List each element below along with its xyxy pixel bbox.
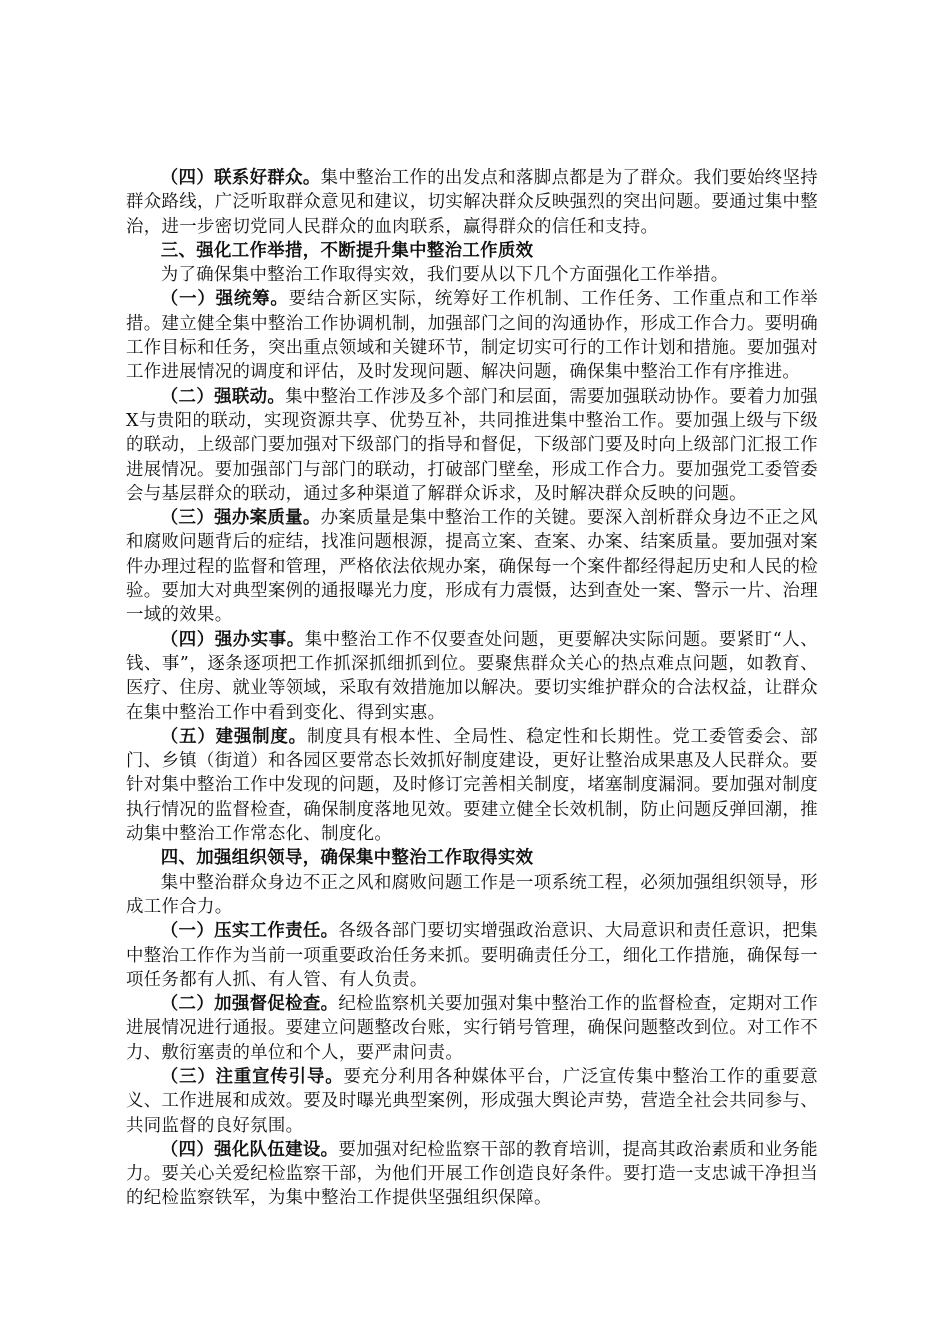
paragraph-supervision: [126, 992, 818, 1065]
paragraph-lead: （三）注重宣传引导。: [160, 1066, 344, 1087]
paragraph-text: 纪检监察机关要加强对集中整治工作的监督检查，定期对工作进展情况进行通报。要建立问题整改台账，实行销号管理，确保问题整改到位。对工作不力、敷衍塞责的单位和个人，要严肃问责。: [126, 994, 818, 1063]
paragraph-linkage: [126, 385, 818, 506]
paragraph-lead: （一）压实工作责任。: [160, 921, 339, 942]
section-heading-3: 三、强化工作举措，不断提升集中整治工作质效: [160, 240, 534, 261]
paragraph-text: 为了确保集中整治工作取得实效，我们要从以下几个方面强化工作举措。: [160, 265, 729, 286]
paragraph-text: 制度具有根本性、全局性、稳定性和长期性。党工委管委会、部门、乡镇（街道）和各园区要常态长效抓好制度建设，更好让整治成果惠及人民群众。要针对集中整治工作中发现的问题，及时修订完善相关制度，堵塞制度漏洞。要加强对制度执行情况的监督检查，确保制度落地见效。要建立健全长效机制，防止问题反弹回潮，推动集中整治工作常态化、制度化。: [126, 726, 818, 845]
paragraph-lead: （一）强统筹。: [160, 289, 289, 310]
paragraph-contact-masses: [126, 166, 818, 239]
paragraph-lead: （四）强化队伍建设。: [160, 1139, 339, 1160]
paragraph-text: 集中整治群众身边不正之风和腐败问题工作是一项系统工程，必须加强组织领导，形成工作合力。: [126, 872, 818, 917]
paragraph-text: 集中整治工作不仅要查处问题，更要解决实际问题。要紧盯“人、钱、事”，逐条逐项把工作抓深抓细抓到位。要聚焦群众关心的热点难点问题，如教育、医疗、住房、就业等领域，采取有效措施加以解决。要切实维护群众的合法权益，让群众在集中整治工作中看到变化、得到实惠。: [126, 629, 818, 723]
paragraph-intro-3: [126, 263, 818, 287]
paragraph-case-quality: [126, 506, 818, 627]
paragraph-lead: （四）强办实事。: [160, 629, 305, 650]
paragraph-text: 集中整治工作的出发点和落脚点都是为了群众。我们要始终坚持群众路线，广泛听取群众意见和建议，切实解决群众反映强烈的突出问题。要通过集中整治，进一步密切党同人民群众的血肉联系，赢得群众的信任和支持。: [126, 168, 818, 237]
paragraph-lead: （三）强办案质量。: [160, 508, 321, 529]
paragraph-lead: （二）强联动。: [160, 386, 286, 407]
paragraph-text: 要结合新区实际，统筹好工作机制、工作任务、工作重点和工作举措。建立健全集中整治工作协调机制，加强部门之间的沟通协作，形成工作合力。要明确工作目标和任务，突出重点领域和关键环节，制定切实可行的工作计划和措施。要加强对工作进展情况的调度和评估，及时发现问题、解决问题，确保集中整治工作有序推进。: [126, 289, 819, 383]
paragraph-lead: （四）联系好群众。: [160, 168, 321, 188]
paragraph-text: 要充分利用各种媒体平台，广泛宣传集中整治工作的重要意义、工作进展和成效。要及时曝光典型案例，形成强大舆论声势，营造全社会共同参与、共同监督的良好氛围。: [126, 1066, 818, 1136]
paragraph-text: 集中整治工作涉及多个部门和层面，需要加强联动协作。要着力加强X与贵阳的联动，实现资源共享、优势互补，共同推进集中整治工作。要加强上级与下级的联动，上级部门要加强对下级部门的指导和督促，下级部门要及时向上级部门汇报工作进展情况。要加强部门与部门的联动，打破部门壁垒，形成工作合力。要加强党工委管委会与基层群众的联动，通过多种渠道了解群众诉求，及时解决群众反映的问题。: [126, 386, 818, 504]
paragraph-text: 要加强对纪检监察干部的教育培训，提高其政治素质和业务能力。要关心关爱纪检监察干部，为他们开展工作创造良好条件。要打造一支忠诚干净担当的纪检监察铁军，为集中整治工作提供坚强组织保障。: [126, 1139, 818, 1209]
paragraph-lead: （二）加强督促检查。: [160, 994, 339, 1015]
paragraph-lead: （五）建强制度。: [160, 726, 307, 747]
document-body: [126, 166, 818, 1211]
paragraph-team-building: [126, 1138, 818, 1211]
section-heading-4: 四、加强组织领导，确保集中整治工作取得实效: [160, 848, 534, 869]
paragraph-institutions: [126, 725, 818, 846]
paragraph-responsibility: [126, 919, 818, 992]
paragraph-publicity: [126, 1065, 818, 1138]
paragraph-practical-matters: [126, 628, 818, 725]
paragraph-coordination: [126, 287, 818, 384]
paragraph-text: 办案质量是集中整治工作的关键。要深入剖析群众身边不正之风和腐败问题背后的症结，找准问题根源，提高立案、查案、办案、结案质量。要加强对案件办理过程的监督和管理，严格依法依规办案，确保每一个案件都经得起历史和人民的检验。要加大对典型案例的通报曝光力度，形成有力震慑，达到查处一案、警示一片、治理一域的效果。: [126, 508, 818, 626]
paragraph-intro-4: [126, 871, 818, 920]
paragraph-text: 各级各部门要切实增强政治意识、大局意识和责任意识，把集中整治工作作为当前一项重要政治任务来抓。要明确责任分工，细化工作措施，确保每一项任务都有人抓、有人管、有人负责。: [126, 921, 818, 990]
